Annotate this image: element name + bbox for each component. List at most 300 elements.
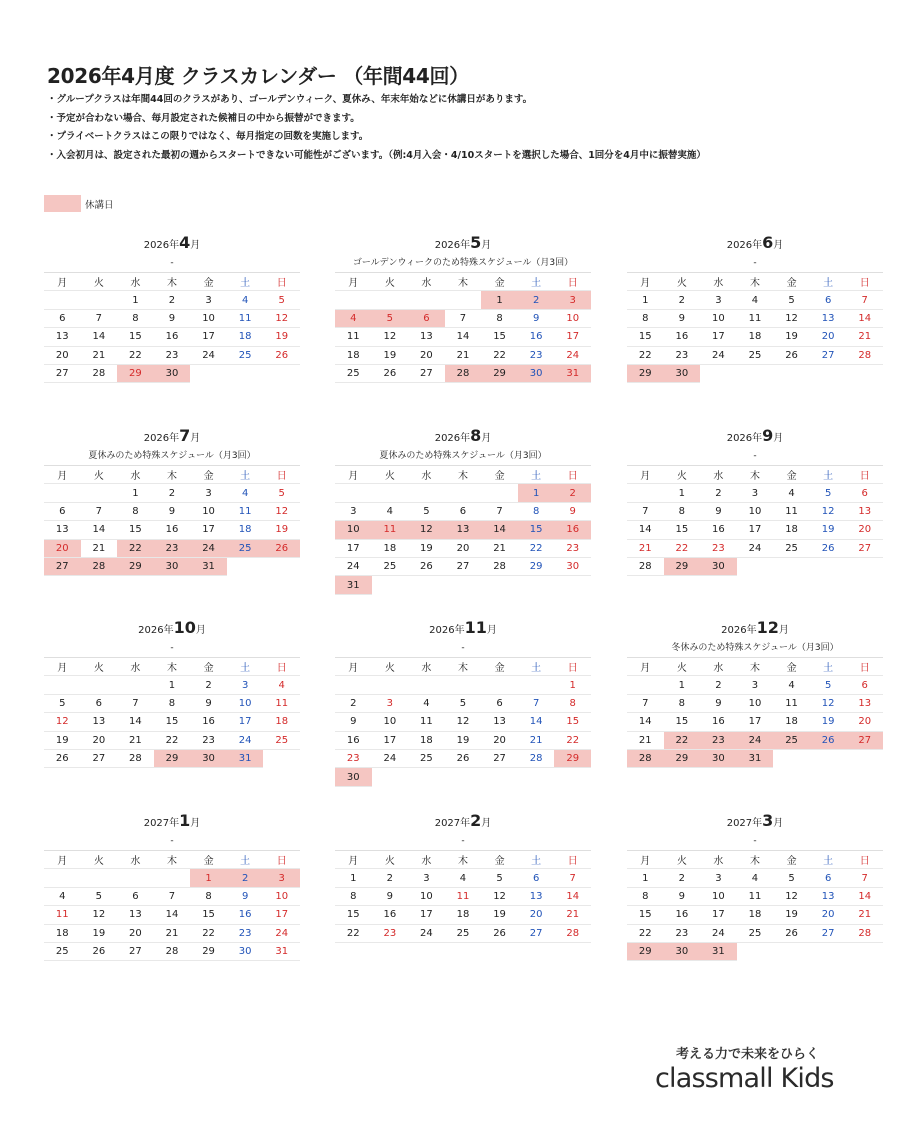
- month-heading: [627, 617, 883, 639]
- month-calendar: [44, 425, 300, 576]
- month-heading: [44, 617, 300, 639]
- empty-cell: [408, 676, 445, 694]
- day-cell: 21: [627, 732, 664, 750]
- day-cell: 24: [263, 925, 300, 943]
- day-cell: 1: [627, 291, 664, 309]
- weekday-header: 月: [627, 466, 664, 484]
- month-heading: [44, 810, 300, 832]
- weekday-header: 金: [190, 851, 227, 869]
- page-title: 2026年4月度 クラスカレンダー （年間44回）: [47, 64, 469, 88]
- day-cell: 14: [627, 521, 664, 539]
- month-grid: [44, 657, 300, 768]
- weekday-header: 火: [81, 658, 118, 676]
- day-cell: 30: [190, 750, 227, 768]
- closed-day-swatch: [44, 195, 81, 212]
- day-cell: 20: [846, 713, 883, 731]
- month-number: 4: [179, 233, 191, 252]
- day-cell: 7: [81, 503, 118, 521]
- weekday-header: 火: [664, 466, 701, 484]
- day-cell: 10: [737, 503, 774, 521]
- day-cell: 10: [227, 695, 264, 713]
- day-cell: 3: [737, 484, 774, 502]
- day-cell: 27: [846, 732, 883, 750]
- day-cell: 31: [227, 750, 264, 768]
- day-cell: 21: [117, 732, 154, 750]
- day-cell: 14: [81, 521, 118, 539]
- weekday-header: 火: [81, 273, 118, 291]
- day-cell: 26: [263, 540, 300, 558]
- day-cell: 28: [81, 365, 118, 383]
- month-calendar: [44, 810, 300, 961]
- empty-cell: [518, 676, 555, 694]
- month-suffix: 月: [773, 818, 784, 829]
- day-cell: 10: [737, 695, 774, 713]
- day-cell: 10: [408, 888, 445, 906]
- weekday-header: 日: [846, 658, 883, 676]
- day-cell: 20: [481, 732, 518, 750]
- day-cell: 4: [335, 310, 372, 328]
- day-cell: 27: [408, 365, 445, 383]
- weekday-header: 日: [846, 273, 883, 291]
- month-number: 11: [464, 618, 487, 637]
- day-cell: 24: [190, 540, 227, 558]
- empty-cell: [335, 291, 372, 309]
- day-cell: 8: [117, 310, 154, 328]
- day-cell: 21: [627, 540, 664, 558]
- day-cell: 26: [445, 750, 482, 768]
- day-cell: 18: [372, 540, 409, 558]
- day-cell: 25: [372, 558, 409, 576]
- day-cell: 18: [227, 328, 264, 346]
- weekday-header: 月: [44, 466, 81, 484]
- day-cell: 9: [372, 888, 409, 906]
- day-cell: 4: [773, 484, 810, 502]
- day-cell: 5: [408, 503, 445, 521]
- day-cell: 15: [554, 713, 591, 731]
- day-cell: 19: [372, 347, 409, 365]
- day-cell: 11: [372, 521, 409, 539]
- day-cell: 22: [154, 732, 191, 750]
- weekday-header: 金: [481, 851, 518, 869]
- month-subtitle: -: [461, 836, 465, 846]
- month-number: 9: [762, 426, 774, 445]
- day-cell: 18: [408, 732, 445, 750]
- empty-cell: [44, 676, 81, 694]
- day-cell: 10: [190, 503, 227, 521]
- day-cell: 21: [81, 347, 118, 365]
- day-cell: 2: [664, 869, 701, 887]
- weekday-header: 水: [408, 851, 445, 869]
- day-cell: 11: [737, 310, 774, 328]
- legend: [44, 195, 114, 212]
- day-cell: 12: [263, 310, 300, 328]
- weekday-header: 木: [445, 851, 482, 869]
- day-cell: 18: [773, 521, 810, 539]
- day-cell: 25: [445, 925, 482, 943]
- day-cell: 16: [335, 732, 372, 750]
- day-cell: 8: [664, 503, 701, 521]
- weekday-header: 土: [810, 273, 847, 291]
- day-cell: 5: [481, 869, 518, 887]
- day-cell: 29: [518, 558, 555, 576]
- day-cell: 26: [81, 943, 118, 961]
- day-cell: 26: [44, 750, 81, 768]
- weekday-header: 水: [408, 466, 445, 484]
- day-cell: 16: [664, 906, 701, 924]
- month-number: 12: [756, 618, 779, 637]
- day-cell: 6: [846, 676, 883, 694]
- weekday-header: 火: [664, 273, 701, 291]
- day-cell: 25: [737, 347, 774, 365]
- empty-cell: [81, 484, 118, 502]
- month-year: 2026年: [138, 625, 174, 636]
- weekday-header: 日: [554, 466, 591, 484]
- day-cell: 28: [445, 365, 482, 383]
- day-cell: 2: [554, 484, 591, 502]
- day-cell: 31: [263, 943, 300, 961]
- month-grid: [44, 465, 300, 576]
- day-cell: 14: [627, 713, 664, 731]
- empty-cell: [335, 676, 372, 694]
- weekday-header: 木: [737, 658, 774, 676]
- empty-cell: [44, 484, 81, 502]
- day-cell: 4: [227, 484, 264, 502]
- day-cell: 17: [554, 328, 591, 346]
- day-cell: 2: [518, 291, 555, 309]
- day-cell: 18: [335, 347, 372, 365]
- weekday-header: 金: [481, 658, 518, 676]
- day-cell: 21: [154, 925, 191, 943]
- day-cell: 9: [518, 310, 555, 328]
- day-cell: 4: [773, 676, 810, 694]
- day-cell: 26: [773, 925, 810, 943]
- weekday-header: 水: [117, 466, 154, 484]
- day-cell: 14: [846, 888, 883, 906]
- empty-cell: [372, 484, 409, 502]
- day-cell: 19: [44, 732, 81, 750]
- day-cell: 17: [227, 713, 264, 731]
- day-cell: 25: [773, 540, 810, 558]
- day-cell: 11: [773, 503, 810, 521]
- month-year: 2026年: [434, 433, 471, 444]
- month-grid: [335, 465, 591, 595]
- empty-cell: [81, 291, 118, 309]
- weekday-header: 金: [190, 273, 227, 291]
- day-cell: 12: [773, 310, 810, 328]
- day-cell: 14: [117, 713, 154, 731]
- day-cell: 27: [445, 558, 482, 576]
- day-cell: 26: [810, 540, 847, 558]
- month-year: 2026年: [721, 625, 757, 636]
- day-cell: 10: [190, 310, 227, 328]
- day-cell: 27: [481, 750, 518, 768]
- day-cell: 4: [44, 888, 81, 906]
- month-grid: [627, 850, 883, 961]
- day-cell: 9: [664, 310, 701, 328]
- day-cell: 11: [335, 328, 372, 346]
- empty-cell: [627, 484, 664, 502]
- month-number: 2: [470, 811, 482, 830]
- month-calendar: [335, 425, 591, 595]
- weekday-header: 土: [518, 466, 555, 484]
- weekday-header: 火: [664, 851, 701, 869]
- day-cell: 6: [117, 888, 154, 906]
- empty-cell: [445, 484, 482, 502]
- day-cell: 6: [518, 869, 555, 887]
- day-cell: 3: [227, 676, 264, 694]
- empty-cell: [372, 291, 409, 309]
- day-cell: 23: [154, 347, 191, 365]
- day-cell: 20: [810, 328, 847, 346]
- weekday-header: 水: [117, 851, 154, 869]
- weekday-header: 月: [335, 658, 372, 676]
- month-suffix: 月: [481, 818, 492, 829]
- day-cell: 21: [518, 732, 555, 750]
- day-cell: 29: [154, 750, 191, 768]
- month-calendar: [627, 232, 883, 383]
- brand-logo: classmall Kids: [655, 1063, 834, 1094]
- day-cell: 2: [154, 484, 191, 502]
- day-cell: 8: [518, 503, 555, 521]
- empty-cell: [335, 484, 372, 502]
- day-cell: 23: [227, 925, 264, 943]
- day-cell: 1: [518, 484, 555, 502]
- day-cell: 20: [810, 906, 847, 924]
- day-cell: 3: [190, 484, 227, 502]
- month-heading: [335, 810, 591, 832]
- month-year: 2026年: [143, 240, 180, 251]
- day-cell: 9: [190, 695, 227, 713]
- weekday-header: 火: [372, 273, 409, 291]
- day-cell: 1: [190, 869, 227, 887]
- weekday-header: 日: [846, 851, 883, 869]
- day-cell: 17: [700, 328, 737, 346]
- day-cell: 16: [372, 906, 409, 924]
- day-cell: 8: [190, 888, 227, 906]
- day-cell: 25: [263, 732, 300, 750]
- day-cell: 7: [481, 503, 518, 521]
- weekday-header: 土: [227, 466, 264, 484]
- month-number: 1: [179, 811, 191, 830]
- day-cell: 24: [737, 732, 774, 750]
- weekday-header: 火: [372, 466, 409, 484]
- day-cell: 2: [372, 869, 409, 887]
- month-grid: [335, 657, 591, 787]
- day-cell: 2: [154, 291, 191, 309]
- day-cell: 16: [154, 521, 191, 539]
- weekday-header: 月: [335, 466, 372, 484]
- weekday-header: 火: [664, 658, 701, 676]
- day-cell: 22: [664, 540, 701, 558]
- day-cell: 23: [664, 347, 701, 365]
- day-cell: 30: [664, 365, 701, 383]
- day-cell: 23: [700, 540, 737, 558]
- day-cell: 27: [44, 558, 81, 576]
- day-cell: 25: [335, 365, 372, 383]
- weekday-header: 金: [773, 466, 810, 484]
- day-cell: 25: [227, 347, 264, 365]
- day-cell: 13: [408, 328, 445, 346]
- day-cell: 28: [154, 943, 191, 961]
- month-grid: [627, 465, 883, 576]
- month-calendar: [335, 232, 591, 383]
- day-cell: 16: [554, 521, 591, 539]
- day-cell: 23: [664, 925, 701, 943]
- day-cell: 31: [700, 943, 737, 961]
- day-cell: 27: [810, 925, 847, 943]
- day-cell: 12: [81, 906, 118, 924]
- weekday-header: 木: [445, 273, 482, 291]
- month-calendar: [335, 617, 591, 787]
- day-cell: 23: [335, 750, 372, 768]
- empty-cell: [481, 484, 518, 502]
- day-cell: 2: [700, 676, 737, 694]
- day-cell: 28: [846, 347, 883, 365]
- day-cell: 11: [408, 713, 445, 731]
- day-cell: 5: [445, 695, 482, 713]
- day-cell: 8: [154, 695, 191, 713]
- day-cell: 13: [81, 713, 118, 731]
- day-cell: 2: [664, 291, 701, 309]
- day-cell: 11: [737, 888, 774, 906]
- day-cell: 21: [846, 328, 883, 346]
- day-cell: 19: [773, 906, 810, 924]
- day-cell: 20: [445, 540, 482, 558]
- day-cell: 22: [627, 925, 664, 943]
- day-cell: 15: [664, 521, 701, 539]
- day-cell: 16: [700, 713, 737, 731]
- weekday-header: 土: [810, 466, 847, 484]
- weekday-header: 土: [227, 273, 264, 291]
- empty-cell: [445, 291, 482, 309]
- month-calendar: [627, 810, 883, 961]
- day-cell: 17: [408, 906, 445, 924]
- day-cell: 31: [554, 365, 591, 383]
- day-cell: 18: [737, 906, 774, 924]
- day-cell: 19: [263, 328, 300, 346]
- day-cell: 7: [627, 503, 664, 521]
- day-cell: 5: [773, 869, 810, 887]
- day-cell: 5: [263, 291, 300, 309]
- day-cell: 24: [190, 347, 227, 365]
- day-cell: 18: [773, 713, 810, 731]
- day-cell: 22: [627, 347, 664, 365]
- day-cell: 24: [700, 925, 737, 943]
- day-cell: 20: [44, 347, 81, 365]
- day-cell: 13: [846, 695, 883, 713]
- month-grid: [44, 850, 300, 961]
- day-cell: 26: [372, 365, 409, 383]
- month-subtitle: -: [753, 258, 757, 268]
- day-cell: 5: [372, 310, 409, 328]
- day-cell: 6: [44, 503, 81, 521]
- day-cell: 25: [408, 750, 445, 768]
- day-cell: 8: [117, 503, 154, 521]
- day-cell: 31: [335, 576, 372, 594]
- day-cell: 28: [627, 558, 664, 576]
- day-cell: 7: [846, 869, 883, 887]
- day-cell: 18: [44, 925, 81, 943]
- day-cell: 4: [737, 869, 774, 887]
- day-cell: 12: [408, 521, 445, 539]
- weekday-header: 日: [263, 851, 300, 869]
- month-number: 7: [179, 426, 191, 445]
- day-cell: 11: [445, 888, 482, 906]
- weekday-header: 日: [554, 273, 591, 291]
- empty-cell: [117, 869, 154, 887]
- day-cell: 27: [117, 943, 154, 961]
- weekday-header: 水: [700, 273, 737, 291]
- day-cell: 20: [518, 906, 555, 924]
- day-cell: 18: [263, 713, 300, 731]
- note-item: ・グループクラスは年間44回のクラスがあり、ゴールデンウィーク、夏休み、年末年始などに休講日があります。: [47, 94, 533, 105]
- day-cell: 21: [81, 540, 118, 558]
- month-suffix: 月: [190, 433, 201, 444]
- day-cell: 14: [554, 888, 591, 906]
- weekday-header: 月: [44, 273, 81, 291]
- weekday-header: 月: [335, 273, 372, 291]
- day-cell: 16: [518, 328, 555, 346]
- day-cell: 4: [372, 503, 409, 521]
- day-cell: 20: [117, 925, 154, 943]
- day-cell: 10: [335, 521, 372, 539]
- day-cell: 15: [627, 328, 664, 346]
- day-cell: 25: [44, 943, 81, 961]
- day-cell: 10: [554, 310, 591, 328]
- month-year: 2026年: [726, 433, 763, 444]
- day-cell: 19: [445, 732, 482, 750]
- day-cell: 10: [700, 310, 737, 328]
- day-cell: 23: [700, 732, 737, 750]
- day-cell: 19: [481, 906, 518, 924]
- day-cell: 28: [81, 558, 118, 576]
- weekday-header: 日: [263, 273, 300, 291]
- day-cell: 28: [117, 750, 154, 768]
- day-cell: 14: [481, 521, 518, 539]
- day-cell: 1: [117, 291, 154, 309]
- weekday-header: 火: [81, 851, 118, 869]
- day-cell: 3: [700, 291, 737, 309]
- day-cell: 6: [445, 503, 482, 521]
- day-cell: 20: [81, 732, 118, 750]
- day-cell: 23: [372, 925, 409, 943]
- weekday-header: 火: [81, 466, 118, 484]
- month-suffix: 月: [486, 625, 497, 636]
- day-cell: 13: [44, 328, 81, 346]
- weekday-header: 月: [627, 273, 664, 291]
- day-cell: 28: [554, 925, 591, 943]
- month-year: 2026年: [429, 625, 465, 636]
- day-cell: 1: [335, 869, 372, 887]
- month-number: 10: [173, 618, 196, 637]
- month-number: 5: [470, 233, 482, 252]
- day-cell: 21: [445, 347, 482, 365]
- day-cell: 11: [263, 695, 300, 713]
- day-cell: 10: [372, 713, 409, 731]
- day-cell: 1: [117, 484, 154, 502]
- empty-cell: [408, 484, 445, 502]
- day-cell: 9: [154, 310, 191, 328]
- day-cell: 4: [445, 869, 482, 887]
- day-cell: 22: [335, 925, 372, 943]
- month-subtitle: 夏休みのため特殊スケジュール（月3回）: [88, 451, 256, 461]
- month-number: 6: [762, 233, 774, 252]
- weekday-header: 金: [481, 273, 518, 291]
- day-cell: 1: [154, 676, 191, 694]
- day-cell: 21: [846, 906, 883, 924]
- month-subtitle: -: [170, 258, 174, 268]
- weekday-header: 日: [263, 466, 300, 484]
